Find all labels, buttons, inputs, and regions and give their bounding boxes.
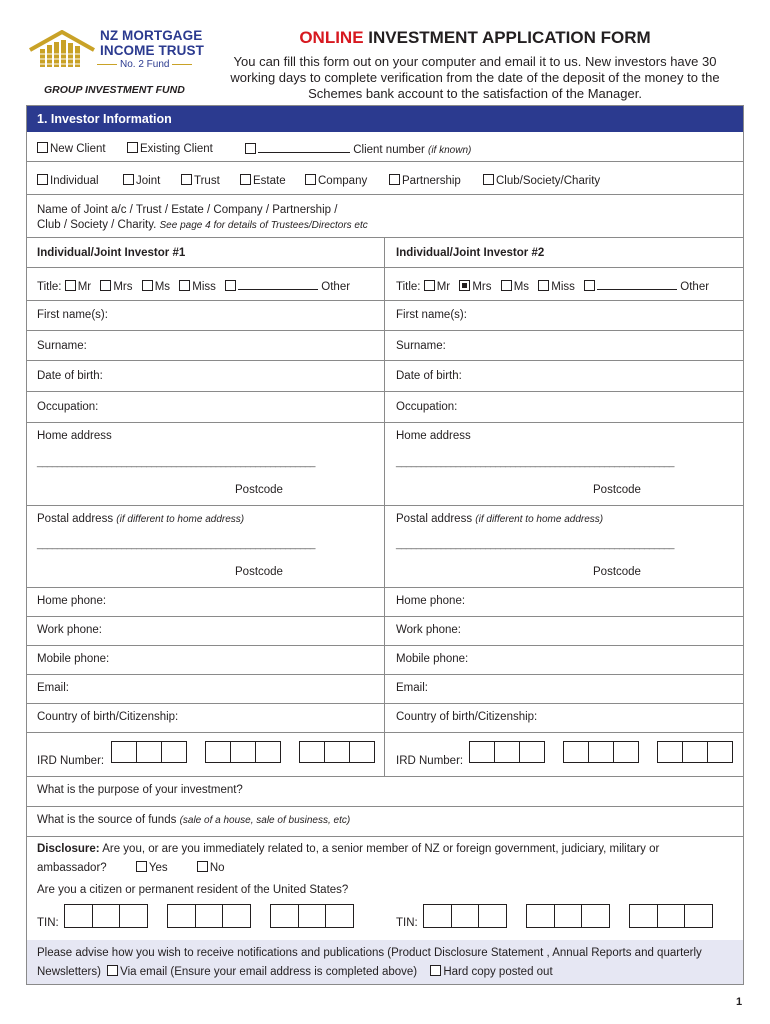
tin1-group1[interactable] bbox=[64, 904, 148, 928]
notify-text: Please advise how you wish to receive notifications and publications (Product Disclosure Statement , Annual Reports and quarterly bbox=[37, 947, 702, 959]
client-number-checkbox[interactable] bbox=[245, 143, 256, 154]
disclosure-question: Disclosure: Are you, or are you immediately related to, a senior member of NZ or foreign government, judiciary, military or bbox=[37, 843, 660, 855]
investor1-ms-checkbox[interactable] bbox=[142, 280, 153, 291]
type-company[interactable]: Company bbox=[305, 174, 367, 187]
individual-checkbox[interactable] bbox=[37, 174, 48, 185]
investor1-title: Title: Mr Mrs Ms Miss Other bbox=[37, 281, 351, 293]
client-number-option[interactable]: Client number (if known) bbox=[245, 142, 471, 156]
investor2-occupation[interactable]: Occupation: bbox=[396, 401, 458, 413]
investor1-miss-checkbox[interactable] bbox=[179, 280, 190, 291]
investor2-surname[interactable]: Surname: bbox=[396, 340, 446, 352]
name-of-joint-label: Name of Joint a/c / Trust / Estate / Company / Partnership / bbox=[37, 204, 338, 216]
existing-client-option[interactable]: Existing Client bbox=[127, 142, 213, 155]
investor1-ird-group3[interactable] bbox=[299, 741, 375, 763]
investor1-work-phone[interactable]: Work phone: bbox=[37, 624, 102, 636]
investor2-other-field[interactable] bbox=[597, 279, 677, 290]
notify-hardcopy-checkbox[interactable] bbox=[430, 965, 441, 976]
investor1-ird-group1[interactable] bbox=[111, 741, 187, 763]
type-individual[interactable]: Individual bbox=[37, 174, 99, 187]
investor1-mobile-phone[interactable]: Mobile phone: bbox=[37, 653, 110, 665]
investor2-mobile-phone[interactable]: Mobile phone: bbox=[396, 653, 469, 665]
investor1-other-checkbox[interactable] bbox=[225, 280, 236, 291]
type-joint[interactable]: Joint bbox=[123, 174, 160, 187]
tin2-group2[interactable] bbox=[526, 904, 610, 928]
investor1-postal-address[interactable]: Postal address (if different to home address) bbox=[37, 513, 245, 525]
investor2-first-name[interactable]: First name(s): bbox=[396, 309, 467, 321]
notify-email-checkbox[interactable] bbox=[107, 965, 118, 976]
investor2-email[interactable]: Email: bbox=[396, 682, 428, 694]
investor2-home-address-line[interactable]: ________________________________________________________ bbox=[396, 457, 674, 468]
investor1-ird-label: IRD Number: bbox=[37, 755, 105, 767]
notify-options: Newsletters) Via email (Ensure your email address is completed above) Hard copy posted out bbox=[37, 966, 553, 978]
disclosure-no-checkbox[interactable] bbox=[197, 861, 208, 872]
investor2-mrs-checkbox[interactable] bbox=[459, 280, 470, 291]
investor2-ird-label: IRD Number: bbox=[396, 755, 464, 767]
trust-checkbox[interactable] bbox=[181, 174, 192, 185]
disclosure-answer: ambassador? Yes No bbox=[37, 862, 225, 874]
intro-text: You can fill this form out on your computer and email it to us. New investors have 30 working days to complete verification from the date of the deposit of the money to the Schemes bank account to the satisfaction of the Manager. bbox=[230, 54, 720, 101]
investor2-ird-group2[interactable] bbox=[563, 741, 639, 763]
club-checkbox[interactable] bbox=[483, 174, 494, 185]
investor1-mr-checkbox[interactable] bbox=[65, 280, 76, 291]
investor1-home-address[interactable]: Home address bbox=[37, 430, 112, 442]
investor2-home-address[interactable]: Home address bbox=[396, 430, 471, 442]
title-rest: INVESTMENT APPLICATION FORM bbox=[363, 28, 651, 47]
joint-checkbox[interactable] bbox=[123, 174, 134, 185]
existing-client-checkbox[interactable] bbox=[127, 142, 138, 153]
investor1-postal-address-line[interactable]: ________________________________________________________ bbox=[37, 539, 315, 550]
investor2-title: Title: Mr Mrs Ms Miss Other bbox=[396, 281, 710, 293]
type-partnership[interactable]: Partnership bbox=[389, 174, 461, 187]
investor2-ird-group3[interactable] bbox=[657, 741, 733, 763]
page-title bbox=[215, 28, 735, 48]
investor2-work-phone[interactable]: Work phone: bbox=[396, 624, 461, 636]
section-heading: 1. Investor Information bbox=[27, 106, 743, 132]
investor2-miss-checkbox[interactable] bbox=[538, 280, 549, 291]
investor2-postal-address[interactable]: Postal address (if different to home address) bbox=[396, 513, 604, 525]
type-estate[interactable]: Estate bbox=[240, 174, 286, 187]
investor2-home-postcode[interactable]: Postcode bbox=[593, 484, 641, 496]
investor1-heading: Individual/Joint Investor #1 bbox=[37, 247, 186, 259]
type-trust[interactable]: Trust bbox=[181, 174, 220, 187]
name-of-joint-label2: Club / Society / Charity. See page 4 for details of Trustees/Directors etc bbox=[37, 219, 368, 231]
investor1-home-phone[interactable]: Home phone: bbox=[37, 595, 107, 607]
investor2-heading: Individual/Joint Investor #2 bbox=[396, 247, 545, 259]
investor1-home-postcode[interactable]: Postcode bbox=[235, 484, 283, 496]
investor2-other-checkbox[interactable] bbox=[584, 280, 595, 291]
client-number-field[interactable] bbox=[258, 142, 350, 153]
investor2-ms-checkbox[interactable] bbox=[501, 280, 512, 291]
tin1-group3[interactable] bbox=[270, 904, 354, 928]
investor1-occupation[interactable]: Occupation: bbox=[37, 401, 99, 413]
new-client-option[interactable]: New Client bbox=[37, 142, 106, 155]
logo-fund: No. 2 Fund bbox=[94, 59, 195, 70]
tin2-group3[interactable] bbox=[629, 904, 713, 928]
company-checkbox[interactable] bbox=[305, 174, 316, 185]
house-logo-icon bbox=[28, 30, 96, 70]
company-logo bbox=[28, 28, 208, 74]
disclosure-yes-checkbox[interactable] bbox=[136, 861, 147, 872]
investor1-surname[interactable]: Surname: bbox=[37, 340, 87, 352]
investor1-ird-group2[interactable] bbox=[205, 741, 281, 763]
partnership-checkbox[interactable] bbox=[389, 174, 400, 185]
new-client-checkbox[interactable] bbox=[37, 142, 48, 153]
us-citizen-question: Are you a citizen or permanent resident of the United States? bbox=[37, 884, 349, 896]
investor1-email[interactable]: Email: bbox=[37, 682, 69, 694]
page-number: 1 bbox=[736, 996, 743, 1008]
title-highlight: ONLINE bbox=[299, 28, 364, 47]
tin1-label: TIN: bbox=[37, 917, 59, 929]
investor2-country[interactable]: Country of birth/Citizenship: bbox=[396, 711, 538, 723]
investor1-other-field[interactable] bbox=[238, 279, 318, 290]
investor2-home-phone[interactable]: Home phone: bbox=[396, 595, 466, 607]
source-question[interactable]: What is the source of funds (sale of a house, sale of business, etc) bbox=[37, 814, 351, 826]
logo-text-line1: NZ MORTGAGE bbox=[100, 28, 203, 43]
type-club[interactable]: Club/Society/Charity bbox=[483, 174, 600, 187]
estate-checkbox[interactable] bbox=[240, 174, 251, 185]
investor1-home-address-line[interactable]: ________________________________________________________ bbox=[37, 457, 315, 468]
logo-text-line2: INCOME TRUST bbox=[100, 43, 204, 58]
investor-form bbox=[26, 105, 744, 985]
investor2-ird-group1[interactable] bbox=[469, 741, 545, 763]
investor2-mr-checkbox[interactable] bbox=[424, 280, 435, 291]
investor2-postal-postcode[interactable]: Postcode bbox=[593, 566, 641, 578]
investor1-postal-postcode[interactable]: Postcode bbox=[235, 566, 283, 578]
investor2-postal-address-line[interactable]: ________________________________________________________ bbox=[396, 539, 674, 550]
investor1-mrs-checkbox[interactable] bbox=[100, 280, 111, 291]
investor1-dob[interactable]: Date of birth: bbox=[37, 370, 103, 382]
tin1-group2[interactable] bbox=[167, 904, 251, 928]
purpose-question[interactable]: What is the purpose of your investment? bbox=[37, 784, 243, 796]
group-fund-label: GROUP INVESTMENT FUND bbox=[44, 84, 185, 96]
investor1-country[interactable]: Country of birth/Citizenship: bbox=[37, 711, 179, 723]
tin2-label: TIN: bbox=[396, 917, 418, 929]
investor1-first-name[interactable]: First name(s): bbox=[37, 309, 108, 321]
tin2-group1[interactable] bbox=[423, 904, 507, 928]
investor2-dob[interactable]: Date of birth: bbox=[396, 370, 462, 382]
